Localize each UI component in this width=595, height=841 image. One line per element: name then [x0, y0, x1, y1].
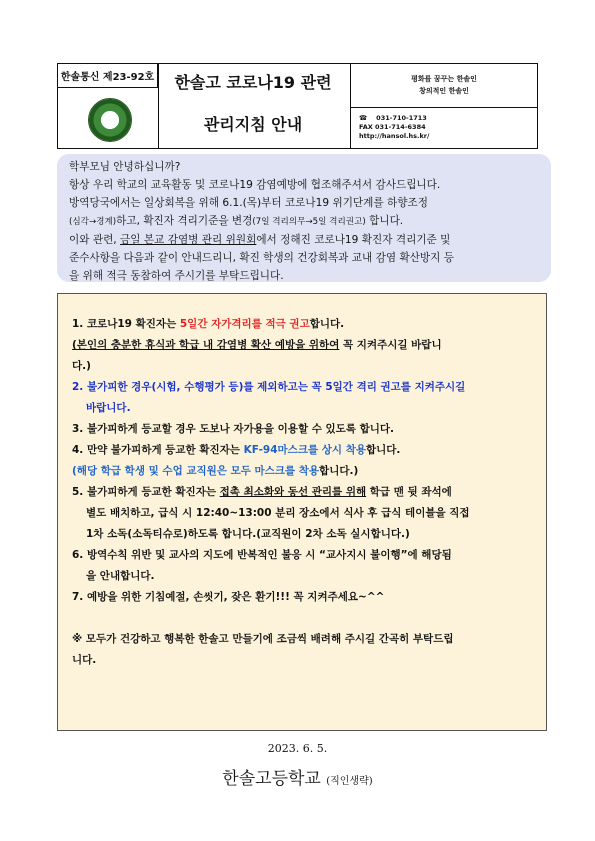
item-text: 꼭 지켜주시길 바랍니 — [339, 339, 442, 351]
tel-number: 031-710-1713 — [376, 114, 427, 122]
isolation-recommendation: 5일간 자가격리를 적극 권고 — [179, 318, 310, 330]
guideline-item-6-cont: 을 안내합니다. — [86, 570, 155, 582]
mask-requirement: KF-94마스크를 상시 착용 — [243, 444, 366, 456]
guideline-item-4 — [72, 440, 536, 461]
website-link[interactable]: http://hansol.hs.kr/ — [359, 132, 430, 140]
intro-line — [69, 212, 541, 231]
intro-line: 항상 우리 학교의 교육활동 및 코로나19 감염예방에 협조해주셔서 감사드립니다. — [69, 179, 441, 191]
tel-line — [359, 114, 537, 123]
intro-line: 방역당국에서는 일상회복을 위해 6.1.(목)부터 코로나19 위기단계를 하향조정 — [69, 197, 428, 209]
motto-line1: 평화를 꿈꾸는 한솔인 — [411, 74, 477, 83]
guideline-item-6: 6. 방역수칙 위반 및 교사의 지도에 반복적인 불응 시 “교사지시 불이행”에 해당됨 — [72, 549, 452, 561]
contact-minimize: 접촉 최소화와 동선 관리를 위해 — [219, 486, 367, 498]
guideline-item-2: 2. 불가피한 경우(시험, 수행평가 등)를 제외하고는 꼭 5일간 격리 권고를 지켜주시길 — [72, 381, 466, 393]
school-motto — [350, 64, 537, 108]
spacer — [72, 608, 536, 629]
guideline-item-2-cont: 바랍니다. — [86, 402, 131, 414]
committee-name: 금일 본교 감염병 관리 위원회 — [120, 234, 257, 246]
school-name: 한솔고등학교 — [222, 769, 321, 789]
phone-icon: ☎ — [359, 114, 368, 122]
closing-note: ※ 모두가 건강하고 행복한 한솔고 만들기에 조금씩 배려해 주시길 간곡히 부탁드립 — [72, 633, 454, 645]
contact-info — [350, 108, 537, 148]
item-text: (본인의 충분한 휴식과 학급 내 감염병 확산 예방을 위하여 — [72, 339, 340, 351]
intro-line: 준수사항을 다음과 같이 안내드리니, 확진 학생의 건강회복과 교내 감염 확산방지 등 — [69, 252, 454, 264]
item-text: 4. 만약 불가피하게 등교한 확진자는 — [72, 444, 244, 456]
isolation-change: (7일 격리의무→5일 격리권고) — [252, 217, 366, 227]
item-text: 합니다.) — [319, 465, 359, 477]
guideline-item-4-note — [72, 461, 536, 482]
intro-text: 합니다. — [365, 215, 404, 227]
fax-number: FAX 031-714-6384 — [359, 123, 426, 131]
item-text: 합니다. — [309, 318, 345, 330]
guideline-item-1-note — [72, 335, 536, 356]
intro-text: 에서 정해진 코로나19 확진자 격리기준 및 — [256, 234, 451, 246]
school-signature — [0, 764, 595, 789]
intro-text: 하고, 확진자 격리기준을 변경 — [116, 215, 253, 227]
guideline-box — [57, 293, 547, 731]
issue-number: 한솔통신 제23-92호 — [58, 64, 158, 88]
intro-greeting — [57, 154, 551, 282]
intro-line — [69, 231, 541, 249]
guideline-item-1 — [72, 314, 536, 335]
page-title-line1: 한솔고 코로나19 관련 — [174, 73, 332, 92]
guideline-item-1-note-end: 다.) — [72, 360, 91, 372]
item-text: (해당 학급 학생 및 수업 교직원은 모두 마스크를 착용 — [72, 465, 320, 477]
guideline-item-7: 7. 예방을 위한 기침예절, 손씻기, 잦은 환기!!! 꼭 지켜주세요~^^ — [72, 591, 385, 603]
alert-level-change: (심각→경계) — [69, 217, 117, 227]
seal-omitted: (직인생략) — [326, 776, 373, 787]
item-text: 합니다. — [366, 444, 401, 456]
school-emblem-icon — [88, 98, 132, 142]
guideline-item-5-cont: 1차 소독(소독티슈로)하도록 합니다.(교직원이 2차 소독 실시합니다.) — [86, 528, 410, 540]
issue-date: 2023. 6. 5. — [267, 742, 328, 755]
guideline-item-3: 3. 불가피하게 등교할 경우 도보나 자가용을 이용할 수 있도록 합니다. — [72, 423, 395, 435]
item-text: 학급 맨 뒷 좌석에 — [366, 486, 452, 498]
guideline-item-5-cont: 별도 배치하고, 급식 시 12:40~13:00 분리 장소에서 식사 후 급식 테이블을 직접 — [86, 507, 470, 519]
letterhead — [57, 63, 538, 149]
intro-line: 을 위해 적극 동참하여 주시기를 부탁드립니다. — [69, 270, 284, 282]
item-text: 1. 코로나19 확진자는 — [72, 318, 180, 330]
intro-line: 학부모님 안녕하십니까? — [69, 161, 181, 173]
page-title-line2: 관리지침 안내 — [203, 115, 303, 134]
motto-line2: 창의적인 한솔인 — [419, 86, 469, 95]
intro-text: 이와 관련, — [69, 234, 121, 246]
guideline-item-5 — [72, 482, 536, 503]
closing-note-end: 니다. — [72, 654, 97, 666]
item-text: 5. 불가피하게 등교한 확진자는 — [72, 486, 220, 498]
